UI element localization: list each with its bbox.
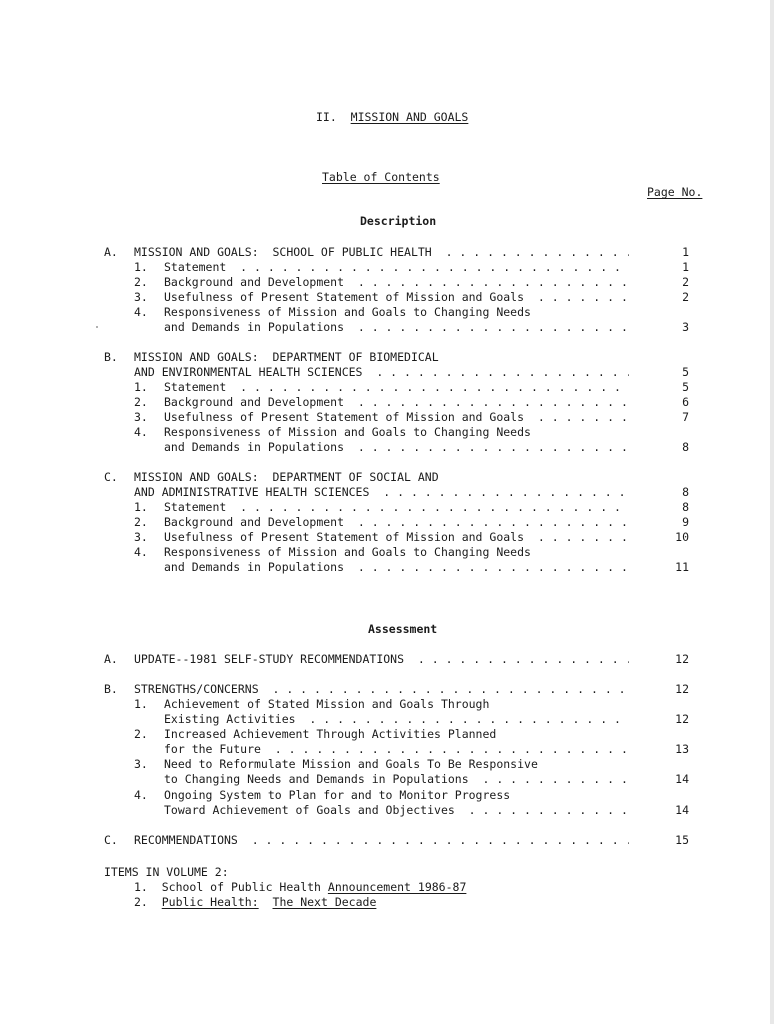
entry-marker: 4. <box>134 425 148 439</box>
entry-page-number: 3 <box>659 320 689 335</box>
toc-entry <box>104 305 689 320</box>
toc-entry <box>104 833 689 848</box>
assessment-title: Assessment <box>368 622 438 636</box>
entry-text: Usefulness of Present Statement of Mission and Goals <box>164 290 531 304</box>
volume2-heading: ITEMS IN VOLUME 2: <box>104 865 229 879</box>
entry-marker: 3. <box>134 530 148 544</box>
volume2-item <box>134 880 466 895</box>
entry-page-number: 7 <box>659 410 689 425</box>
toc-entry <box>104 515 689 530</box>
entry-text: Statement <box>164 380 234 394</box>
entry-page-number: 10 <box>659 530 689 545</box>
entry-text: AND ADMINISTRATIVE HEALTH SCIENCES <box>134 485 377 499</box>
entry-marker: 4. <box>134 545 148 559</box>
toc-entry <box>104 772 689 787</box>
entry-page-number: 8 <box>659 440 689 455</box>
dot-leader <box>302 712 629 726</box>
entry-marker: 2. <box>134 275 148 289</box>
entry-marker: 4. <box>134 788 148 802</box>
entry-marker: A. <box>104 245 118 259</box>
entry-marker: 2. <box>134 727 148 741</box>
entry-text: AND ENVIRONMENTAL HEALTH SCIENCES <box>134 365 370 379</box>
entry-marker: 1. <box>134 260 148 274</box>
toc-entry <box>104 697 689 712</box>
entry-text: Achievement of Stated Mission and Goals Through <box>164 697 490 711</box>
entry-text: and Demands in Populations <box>164 560 351 574</box>
toc-entry <box>104 757 689 772</box>
entry-marker: 3. <box>134 757 148 771</box>
dot-leader <box>268 742 629 756</box>
toc-entry <box>104 530 689 545</box>
toc-entry <box>104 440 689 455</box>
entry-marker: 1. <box>134 500 148 514</box>
entry-text: Background and Development <box>164 275 351 289</box>
toc-entry <box>104 652 689 667</box>
scan-speck <box>96 326 98 328</box>
toc-entry <box>104 320 689 335</box>
dot-leader <box>439 245 629 259</box>
toc-entry <box>104 682 689 697</box>
entry-page-number: 14 <box>659 772 689 787</box>
entry-text: Background and Development <box>164 395 351 409</box>
entry-marker: 2. <box>134 395 148 409</box>
entry-page-number: 2 <box>659 290 689 305</box>
dot-leader <box>369 365 629 379</box>
dot-leader <box>351 440 629 454</box>
toc-entry <box>104 742 689 757</box>
dot-leader <box>351 560 629 574</box>
entry-text: RECOMMENDATIONS <box>134 833 245 847</box>
entry-text: to Changing Needs and Demands in Populations <box>164 772 476 786</box>
toc-entry <box>104 425 689 440</box>
entry-text: STRENGTHS/CONCERNS <box>134 682 266 696</box>
entry-text: Responsiveness of Mission and Goals to Changing Needs <box>164 425 531 439</box>
dot-leader <box>462 803 629 817</box>
dot-leader <box>531 290 629 304</box>
entry-page-number: 12 <box>659 652 689 667</box>
toc-entry <box>104 500 689 515</box>
dot-leader <box>476 772 629 786</box>
toc-entry <box>104 275 689 290</box>
dot-leader <box>351 395 629 409</box>
volume2-item <box>134 895 376 910</box>
dot-leader <box>245 833 629 847</box>
toc-entry <box>104 712 689 727</box>
list-marker: 2. <box>134 895 148 909</box>
toc-entry <box>104 395 689 410</box>
entry-page-number: 14 <box>659 803 689 818</box>
section-title: MISSION AND GOALS <box>350 110 469 124</box>
entry-page-number: 1 <box>659 245 689 260</box>
entry-marker: B. <box>104 682 118 696</box>
list-marker: 1. <box>134 880 148 894</box>
section-heading <box>316 110 468 125</box>
entry-text: Existing Activities <box>164 712 303 726</box>
entry-page-number: 1 <box>659 260 689 275</box>
entry-text: Responsiveness of Mission and Goals to Changing Needs <box>164 545 531 559</box>
dot-leader <box>351 275 629 289</box>
entry-text: Need to Reformulate Mission and Goals To Be Responsive <box>164 757 538 771</box>
dot-leader <box>233 260 629 274</box>
entry-text: MISSION AND GOALS: DEPARTMENT OF SOCIAL AND <box>134 470 439 484</box>
entry-text: and Demands in Populations <box>164 440 351 454</box>
dot-leader <box>531 410 629 424</box>
toc-entry <box>104 788 689 803</box>
section-number: II. <box>316 110 337 124</box>
toc-entry <box>104 485 689 500</box>
page-no-label: Page No. <box>647 185 703 199</box>
entry-marker: 1. <box>134 697 148 711</box>
entry-text: and Demands in Populations <box>164 320 351 334</box>
toc-entry <box>104 727 689 742</box>
toc-entry <box>104 365 689 380</box>
entry-text: for the Future <box>164 742 268 756</box>
toc-entry <box>104 803 689 818</box>
entry-marker: 3. <box>134 410 148 424</box>
entry-page-number: 2 <box>659 275 689 290</box>
item-underlined-text: Public Health: <box>161 895 259 909</box>
entry-page-number: 11 <box>659 560 689 575</box>
dot-leader <box>266 682 629 696</box>
dot-leader <box>531 530 629 544</box>
toc-entry <box>104 260 689 275</box>
entry-page-number: 8 <box>659 485 689 500</box>
toc-entry <box>104 290 689 305</box>
toc-entry <box>104 350 689 365</box>
item-underlined-text: Announcement 1986-87 <box>327 880 467 894</box>
entry-text: Usefulness of Present Statement of Mission and Goals <box>164 410 531 424</box>
dot-leader <box>411 652 629 666</box>
entry-marker: 1. <box>134 380 148 394</box>
dot-leader <box>233 380 629 394</box>
entry-marker: C. <box>104 470 118 484</box>
entry-text: Statement <box>164 500 234 514</box>
entry-text: MISSION AND GOALS: SCHOOL OF PUBLIC HEALTH <box>134 245 439 259</box>
entry-text: UPDATE--1981 SELF-STUDY RECOMMENDATIONS <box>134 652 411 666</box>
item-text: School of Public Health <box>161 880 328 894</box>
entry-page-number: 15 <box>659 833 689 848</box>
entry-text: Ongoing System to Plan for and to Monitor Progress <box>164 788 511 802</box>
toc-entry <box>104 545 689 560</box>
toc-entry <box>104 470 689 485</box>
entry-marker: C. <box>104 833 118 847</box>
entry-marker: A. <box>104 652 118 666</box>
dot-leader <box>376 485 629 499</box>
entry-text: Statement <box>164 260 234 274</box>
dot-leader <box>351 320 629 334</box>
entry-text: Responsiveness of Mission and Goals to Changing Needs <box>164 305 531 319</box>
entry-page-number: 12 <box>659 682 689 697</box>
toc-entry <box>104 245 689 260</box>
entry-page-number: 5 <box>659 380 689 395</box>
entry-page-number: 13 <box>659 742 689 757</box>
entry-text: Usefulness of Present Statement of Mission and Goals <box>164 530 531 544</box>
entry-page-number: 12 <box>659 712 689 727</box>
dot-leader <box>351 515 629 529</box>
entry-marker: 3. <box>134 290 148 304</box>
entry-page-number: 9 <box>659 515 689 530</box>
toc-title: Table of Contents <box>322 170 440 184</box>
entry-page-number: 6 <box>659 395 689 410</box>
toc-entry <box>104 560 689 575</box>
entry-text: Toward Achievement of Goals and Objectives <box>164 803 462 817</box>
toc-entry <box>104 380 689 395</box>
entry-marker: 2. <box>134 515 148 529</box>
entry-marker: B. <box>104 350 118 364</box>
scan-edge-shadow <box>770 0 774 1024</box>
item-underlined-text: The Next Decade <box>272 895 377 909</box>
entry-marker: 4. <box>134 305 148 319</box>
entry-page-number: 8 <box>659 500 689 515</box>
entry-page-number: 5 <box>659 365 689 380</box>
description-title: Description <box>360 214 437 228</box>
entry-text: Increased Achievement Through Activities Planned <box>164 727 497 741</box>
dot-leader <box>233 500 629 514</box>
toc-entry <box>104 410 689 425</box>
entry-text: Background and Development <box>164 515 351 529</box>
entry-text: MISSION AND GOALS: DEPARTMENT OF BIOMEDICAL <box>134 350 439 364</box>
